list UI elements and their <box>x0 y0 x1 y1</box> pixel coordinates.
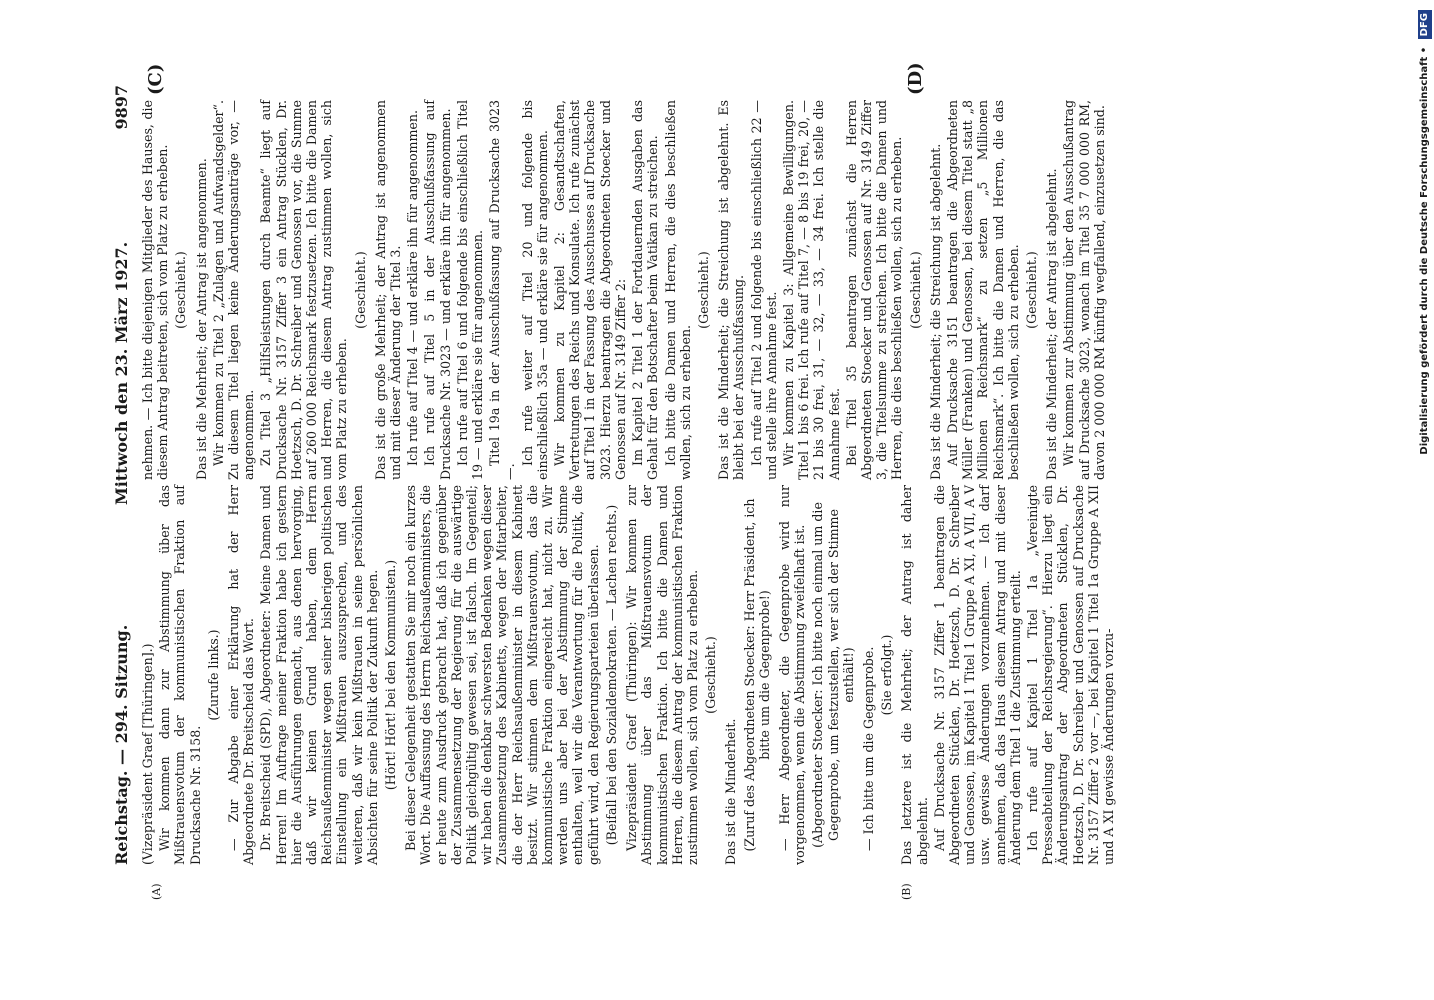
paragraph: Auf Drucksache 3151 beantragen die Abgeordneten Müller (Franken) und Genossen, bei diesem Titel statt „8 Millionen Reichsmark“ zu setzen „5 Millionen Reichsmark“. Ich bitte die Damen und Herren, die das beschließen wollen, sich zu erheben. <box>944 100 1021 480</box>
paragraph: Wir kommen zur Abstimmung über den Ausschußantrag auf Drucksache 3023, wonach im Titel 35 7 000 000 RM, davon 2 000 000 RM künftig wegfallend, einzusetzen sind. <box>1061 100 1107 480</box>
paragraph: (Geschieht.) <box>352 251 368 329</box>
paragraph: Vizepräsident Graef (Thüringen): Wir kommen zur Abstimmung über das Mißtrauensvotum der kommunistischen Fraktion. Ich bitte die Damen und Herren, die diesem Antrag der kommunistischen Fraktion zustimmen wollen, sich vom Platz zu erheben. <box>624 485 700 865</box>
margin-mark-c: (C) <box>145 63 166 95</box>
paragraph: Ich bitte die Damen und Herren, die dies beschließen wollen, sich zu erheben. <box>662 100 693 480</box>
paragraph: (Abgeordneter Stoecker: Ich bitte noch einmal um die Gegenprobe, um festzustellen, wer sich der Stimme enthält!) <box>810 502 856 848</box>
paragraph: Auf Drucksache Nr. 3157 Ziffer 1 beantragen die Abgeordneten Stücklen, Dr. Hoetzsch, D. Dr. Schreiber und Genossen, im Kapitel 1 Titel 1 Gruppe A XI, A VII, A V usw. gewisse Änderungen vorzunehmen. — Ich darf annehmen, daß das Haus diesem Antrag und mit dieser Änderung dem Titel 1 die Zustimmung erteilt. <box>931 485 1023 865</box>
paragraph: (Geschieht.) <box>695 251 711 329</box>
paragraph: Ich rufe auf Titel 5 in der Ausschußfassung auf Drucksache Nr. 3023 — und erkläre ihn für angenommen. <box>422 100 453 480</box>
paragraph: Titel 19a in der Ausschußfassung auf Drucksache 3023 —. <box>487 100 518 480</box>
paragraph: (Geschieht.) <box>1023 251 1039 329</box>
paragraph: Das ist die Mehrheit; der Antrag ist angenommen. <box>193 158 209 480</box>
paragraph: (Vizepräsident Graef [Thüringen].) <box>140 643 155 865</box>
paragraph: Dr. Breitscheid (SPD), Abgeordneter: Meine Damen und Herren! Im Auftrage meiner Fraktion habe ich gestern hier die Ausführungen gemacht, aus denen hervorging, daß wir keinen Grund haben, dem Herrn Reichsaußenminister wegen seiner bisherigen politischen Einstellung ein Mißtrauen auszusprechen, und des weiteren, daß wir kein Mißtrauen in seine persönlichen Absichten für seine Politik der Zukunft hegen. <box>258 485 380 865</box>
paragraph: Ich rufe weiter auf Titel 20 und folgende bis einschließlich 35a — und erkläre sie für angenommen. <box>519 100 550 480</box>
paragraph: nehmen. — Ich bitte diejenigen Mitglieder des Hauses, die diesem Antrag beitreten, sich vom Platz zu erheben. <box>140 100 171 480</box>
paragraph: Das ist die Minderheit; die Streichung ist abgelehnt. Es bleibt bei der Ausschußfassung. <box>716 100 747 480</box>
paragraph: (Geschieht.) <box>907 251 923 329</box>
paragraph: Wir kommen dann zur Abstimmung über das Mißtrauensvotum der kommunistischen Fraktion auf Drucksache Nr. 3158. <box>157 485 203 865</box>
side-note-text <box>1418 10 1432 990</box>
paragraph: (Hört! Hört! bei den Kommunisten.) <box>383 559 399 791</box>
side-note <box>1418 10 1432 990</box>
paragraph: (Zurufe links.) <box>205 629 221 721</box>
paragraph: (Sie erfolgt.) <box>879 634 895 716</box>
side-note-label: Digitalisierung gefördert durch die Deutsche Forschungsgemeinschaft • <box>1419 46 1430 455</box>
dfg-logo: DFG <box>1418 10 1432 39</box>
paragraph: Ich rufe auf Titel 2 und folgende bis einschließlich 22 — und stelle ihre Annahme fest. <box>748 100 779 480</box>
paragraph: Das ist die Minderheit; die Streichung ist abgelehnt. <box>927 143 943 480</box>
paragraph: (Geschieht.) <box>173 251 189 329</box>
paragraph: Zu Titel 3 „Hilfsleistungen durch Beamte“ liegt auf Drucksache Nr. 3157 Ziffer 3 ein Antrag Stücklen, Dr. Hoetzsch, D. Dr. Schreiber und Genossen vor, die Summe auf 260 000 Reichsmark festzusetzen. Ich bitte die Damen und Herren, die diesem Antrag zustimmen wollen, sich vom Platz zu erheben. <box>258 100 350 480</box>
paragraph: Das letztere ist die Mehrheit; der Antrag ist daher abgelehnt. <box>899 485 930 865</box>
paragraph: Wir kommen zu Kapitel 3: Allgemeine Bewilligungen. Titel 1 bis 6 frei. Ich rufe auf Titel 7, — 8 bis 19 frei, 20, — 21 bis 30 frei, 31, — 32, — 33, — 34 frei. Ich stelle die Annahme fest. <box>780 100 842 480</box>
header-left: Reichstag. — 294. Sitzung. <box>112 624 131 865</box>
paragraph: Das ist die große Mehrheit; der Antrag ist angenommen und mit dieser Änderung der Titel 3. <box>372 100 404 480</box>
paragraph: Ich rufe auf Kapitel 1 Titel 1a „Vereinigte Presseabteilung der Reichsregierung“. Hierzu liegt ein Änderungsantrag der Abgeordneten Stücklen, Dr. Hoetzsch, D. Dr. Schreiber und Genossen auf Drucksache Nr. 3157 Ziffer 2 vor —, bei Kapitel 1 Titel 1a Gruppe A XII und A XI gewisse Änderungen vorzu- <box>1024 485 1116 865</box>
paragraph: Bei Titel 35 beantragen zunächst die Herren Abgeordneten Stoecker und Genossen auf Nr. 3149 Ziffer 3, die Titelsumme zu streichen. Ich bitte die Damen und Herren, die dies beschließen wollen, sich zu erheben. <box>843 100 905 480</box>
page-header <box>112 85 134 865</box>
margin-mark-d: (D) <box>905 62 926 95</box>
margin-mark-a: (A) <box>150 883 163 900</box>
paragraph: Ich rufe auf Titel 4 — und erkläre ihn für angenommen. <box>405 110 421 466</box>
paragraph: Das ist die Minderheit; der Antrag ist abgelehnt. <box>1044 168 1060 480</box>
right-column <box>140 100 1109 480</box>
paragraph: — Herr Abgeordneter, die Gegenprobe wird nur vorgenommen, wenn die Abstimmung zweifelhaft ist. <box>776 485 808 865</box>
paragraph: — Ich bitte um die Gegenprobe. <box>860 646 876 851</box>
paragraph: Bei dieser Gelegenheit gestatten Sie mir noch ein kurzes Wort. Die Auffassung des Herrn Reichsaußenministers, die er heute zum Ausdruck gebracht hat, daß ich gegenüber der Zusammensetzung der Regierung für die auswärtige Politik gleichgültig gewesen sei, ist falsch. Im Gegenteil; wir haben die denkbar schwersten Bedenken wegen dieser Zusammensetzung des Kabinetts, wegen der Mitarbeiter, die der Herr Reichsaußenminister in diesem Kabinett besitzt. Wir stimmen dem Mißtrauensvotum, das die kommunistische Fraktion eingereicht hat, nicht zu. Wir werden uns aber bei der Abstimmung der Stimme enthalten, weil wir die Verantwortung für die Politik, die geführt wird, den Regierungsparteien überlassen. <box>403 485 601 865</box>
margin-mark-b: (B) <box>900 883 913 900</box>
paragraph: Ich rufe auf Titel 6 und folgende bis einschließlich Titel 19 — und erkläre sie für angenommen. <box>454 100 486 480</box>
paragraph: — Zur Abgabe einer Erklärung hat der Herr Abgeordnete Dr. Breitscheid das Wort. <box>226 485 257 865</box>
header-date: Mittwoch den 23. März 1927. <box>112 241 131 505</box>
left-column <box>140 485 1118 865</box>
paragraph: (Zuruf des Abgeordneten Stoecker: Herr Präsident, ich bitte um die Gegenprobe!) <box>741 498 772 852</box>
paragraph: (Geschieht.) <box>703 636 719 714</box>
paragraph: Im Kapitel 2 Titel 1 der Fortdauernden Ausgaben das Gehalt für den Botschafter beim Vatikan zu streichen. <box>630 100 661 480</box>
paragraph: Das ist die Minderheit. <box>723 718 739 865</box>
paragraph: (Beifall bei den Sozialdemokraten. — Lachen rechts.) <box>603 504 619 846</box>
paragraph: Wir kommen zu Titel 2 „Zulagen und Aufwandsgelder“. Zu diesem Titel liegen keine Änderungsanträge vor, — angenommen. <box>210 100 257 480</box>
page-number: 9897 <box>112 85 131 130</box>
paragraph: Wir kommen zu Kapitel 2: Gesandtschaften, Vertretungen des Reichs und Konsulate. Ich rufe zunächst auf Titel 1 in der Fassung des Ausschusses auf Drucksache 3023. Hierzu beantragen die Abgeordneten Stoecker und Genossen auf Nr. 3149 Ziffer 2: <box>552 100 628 480</box>
